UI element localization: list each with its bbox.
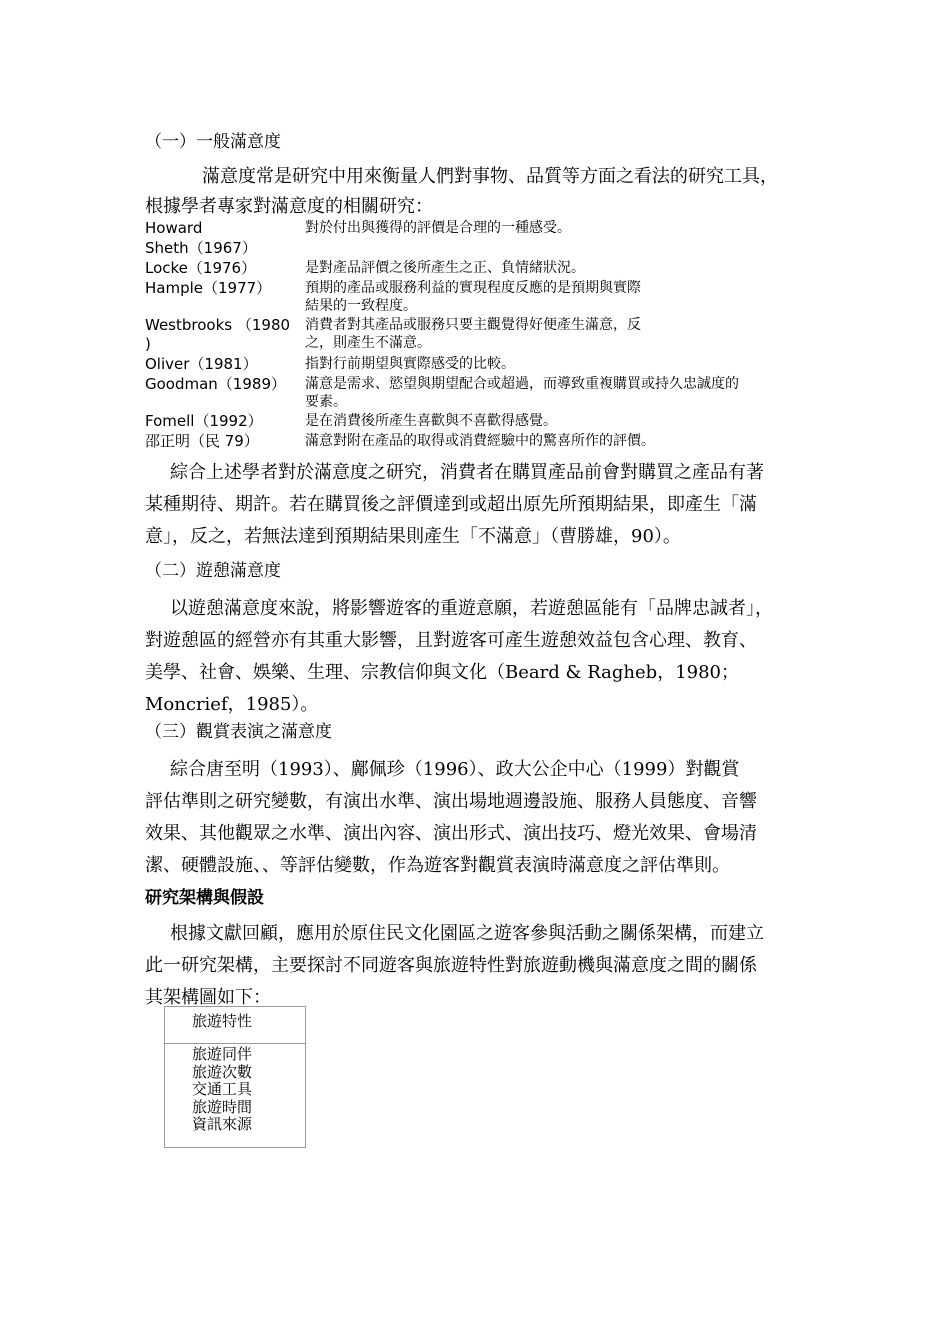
summary-line: 意」，反之，若無法達到預期結果則產生「不滿意」（曹勝雄，90）。	[145, 526, 681, 547]
author-line: Fomell（1992）	[145, 412, 263, 430]
definition-author	[145, 432, 305, 452]
framework-box-items	[165, 1044, 305, 1134]
description-line: 預期的產品或服務利益的實現程度反應的是預期與實際	[305, 280, 641, 296]
section3-body	[145, 754, 835, 882]
definition-row	[145, 432, 825, 452]
section3-line: 評估準則之研究變數，有演出水準、演出場地週邊設施、服務人員態度、音響	[145, 791, 757, 812]
section3-line: 效果、其他觀眾之水準、演出內容、演出形式、演出技巧、燈光效果、會場清	[145, 823, 757, 844]
definition-row	[145, 316, 825, 355]
definition-row	[145, 412, 825, 432]
definition-description	[305, 316, 825, 355]
description-line: 要素。	[305, 394, 347, 410]
section2-heading: （二）遊憩滿意度	[145, 561, 281, 581]
section3-line: 潔、硬體設施、、等評估變數，作為遊客對觀賞表演時滿意度之評估準則。	[145, 855, 730, 876]
author-line: Oliver（1981）	[145, 355, 258, 373]
intro-line: 根據學者專家對滿意度的相關研究：	[145, 196, 433, 217]
framework-box-title: 旅遊特性	[165, 1007, 305, 1044]
author-line: Sheth（1967）	[145, 239, 257, 257]
definitions-table	[145, 219, 825, 452]
definition-description	[305, 219, 825, 239]
summary-line: 某種期待、期許。若在購買後之評價達到或超出原先所預期結果，即產生「滿	[145, 494, 757, 515]
description-line: 指對行前期望與實際感受的比較。	[305, 356, 515, 372]
description-line: 是在消費後所產生喜歡與不喜歡得感覺。	[305, 413, 557, 429]
description-line	[305, 239, 825, 257]
author-line: 邵正明（民 79）	[145, 432, 259, 450]
definition-description	[305, 279, 825, 316]
intro-line: 滿意度常是研究中用來衡量人們對事物、品質等方面之看法的研究工具，	[202, 166, 778, 187]
description-line: 是對產品評價之後所產生之正、負情緒狀況。	[305, 260, 585, 276]
description-line: 之，則產生不滿意。	[305, 335, 431, 351]
section2-line: 對遊憩區的經營亦有其重大影響，且對遊客可產生遊憩效益包含心理、教育、	[145, 630, 757, 651]
definition-row	[145, 279, 825, 316]
section1-summary	[145, 457, 835, 553]
definition-row	[145, 219, 825, 239]
section3-heading: （三）觀賞表演之滿意度	[145, 722, 332, 742]
author-line: Howard	[145, 219, 203, 237]
research-framework-heading: 研究架構與假設	[145, 888, 264, 908]
section2-line: 以遊憩滿意度來說，將影響遊客的重遊意願，若遊憩區能有「品牌忠誠者」，	[170, 598, 773, 619]
definition-description	[305, 375, 825, 412]
author-line: Locke（1976）	[145, 259, 257, 277]
author-line: Westbrooks （1980	[145, 316, 291, 334]
definition-row	[145, 239, 825, 259]
description-line: 消費者對其產品或服務只要主觀覺得好便產生滿意，反	[305, 317, 641, 333]
definition-author	[145, 219, 305, 239]
author-line: )	[145, 335, 151, 353]
definition-description	[305, 239, 825, 259]
author-line: Hample（1977）	[145, 279, 272, 297]
section2-line: Moncrief，1985）。	[145, 694, 319, 715]
framework-line: 此一研究架構，主要探討不同遊客與旅遊特性對旅遊動機與滿意度之間的關係	[145, 955, 757, 976]
definition-author	[145, 412, 305, 432]
definition-description	[305, 259, 825, 279]
section1-intro	[145, 162, 835, 222]
definition-author	[145, 375, 305, 412]
description-line: 結果的一致程度。	[305, 298, 417, 314]
framework-line: 根據文獻回顧，應用於原住民文化園區之遊客參與活動之關係架構，而建立	[170, 923, 764, 944]
definition-row	[145, 355, 825, 375]
definition-description	[305, 412, 825, 432]
framework-line: 其架構圖如下：	[145, 987, 271, 1008]
definition-description	[305, 432, 825, 452]
section3-line: 綜合唐至明（1993）、鄺佩珍（1996）、政大公企中心（1999）對觀賞	[170, 759, 740, 780]
travel-characteristics-box	[164, 1006, 306, 1148]
summary-line: 綜合上述學者對於滿意度之研究，消費者在購買產品前會對購買之產品有著	[170, 462, 764, 483]
section2-body	[145, 593, 835, 721]
framework-body	[145, 918, 835, 1014]
description-line: 滿意是需求、慾望與期望配合或超過，而導致重複購買或持久忠誠度的	[305, 376, 739, 392]
definition-row	[145, 375, 825, 412]
framework-box-item: 資訊來源	[192, 1115, 253, 1133]
framework-box-item: 交通工具	[192, 1080, 253, 1098]
description-line: 對於付出與獲得的評價是合理的一種感受。	[305, 220, 571, 236]
framework-box-item: 旅遊次數	[192, 1062, 253, 1081]
description-line: 滿意對附在產品的取得或消費經驗中的驚喜所作的評價。	[305, 433, 655, 449]
definition-author	[145, 316, 305, 355]
definition-author	[145, 259, 305, 279]
definition-row	[145, 259, 825, 279]
section2-line: 美學、社會、娛樂、生理、宗教信仰與文化（Beard & Ragheb，1980；	[145, 662, 739, 683]
framework-box-item: 旅遊同伴	[192, 1045, 253, 1063]
definition-author	[145, 279, 305, 316]
author-line: Goodman（1989）	[145, 375, 286, 393]
framework-box-item: 旅遊時間	[192, 1097, 253, 1116]
definition-author	[145, 239, 305, 259]
definition-description	[305, 355, 825, 375]
definition-author	[145, 355, 305, 375]
section1-heading: （一）一般滿意度	[145, 132, 281, 152]
